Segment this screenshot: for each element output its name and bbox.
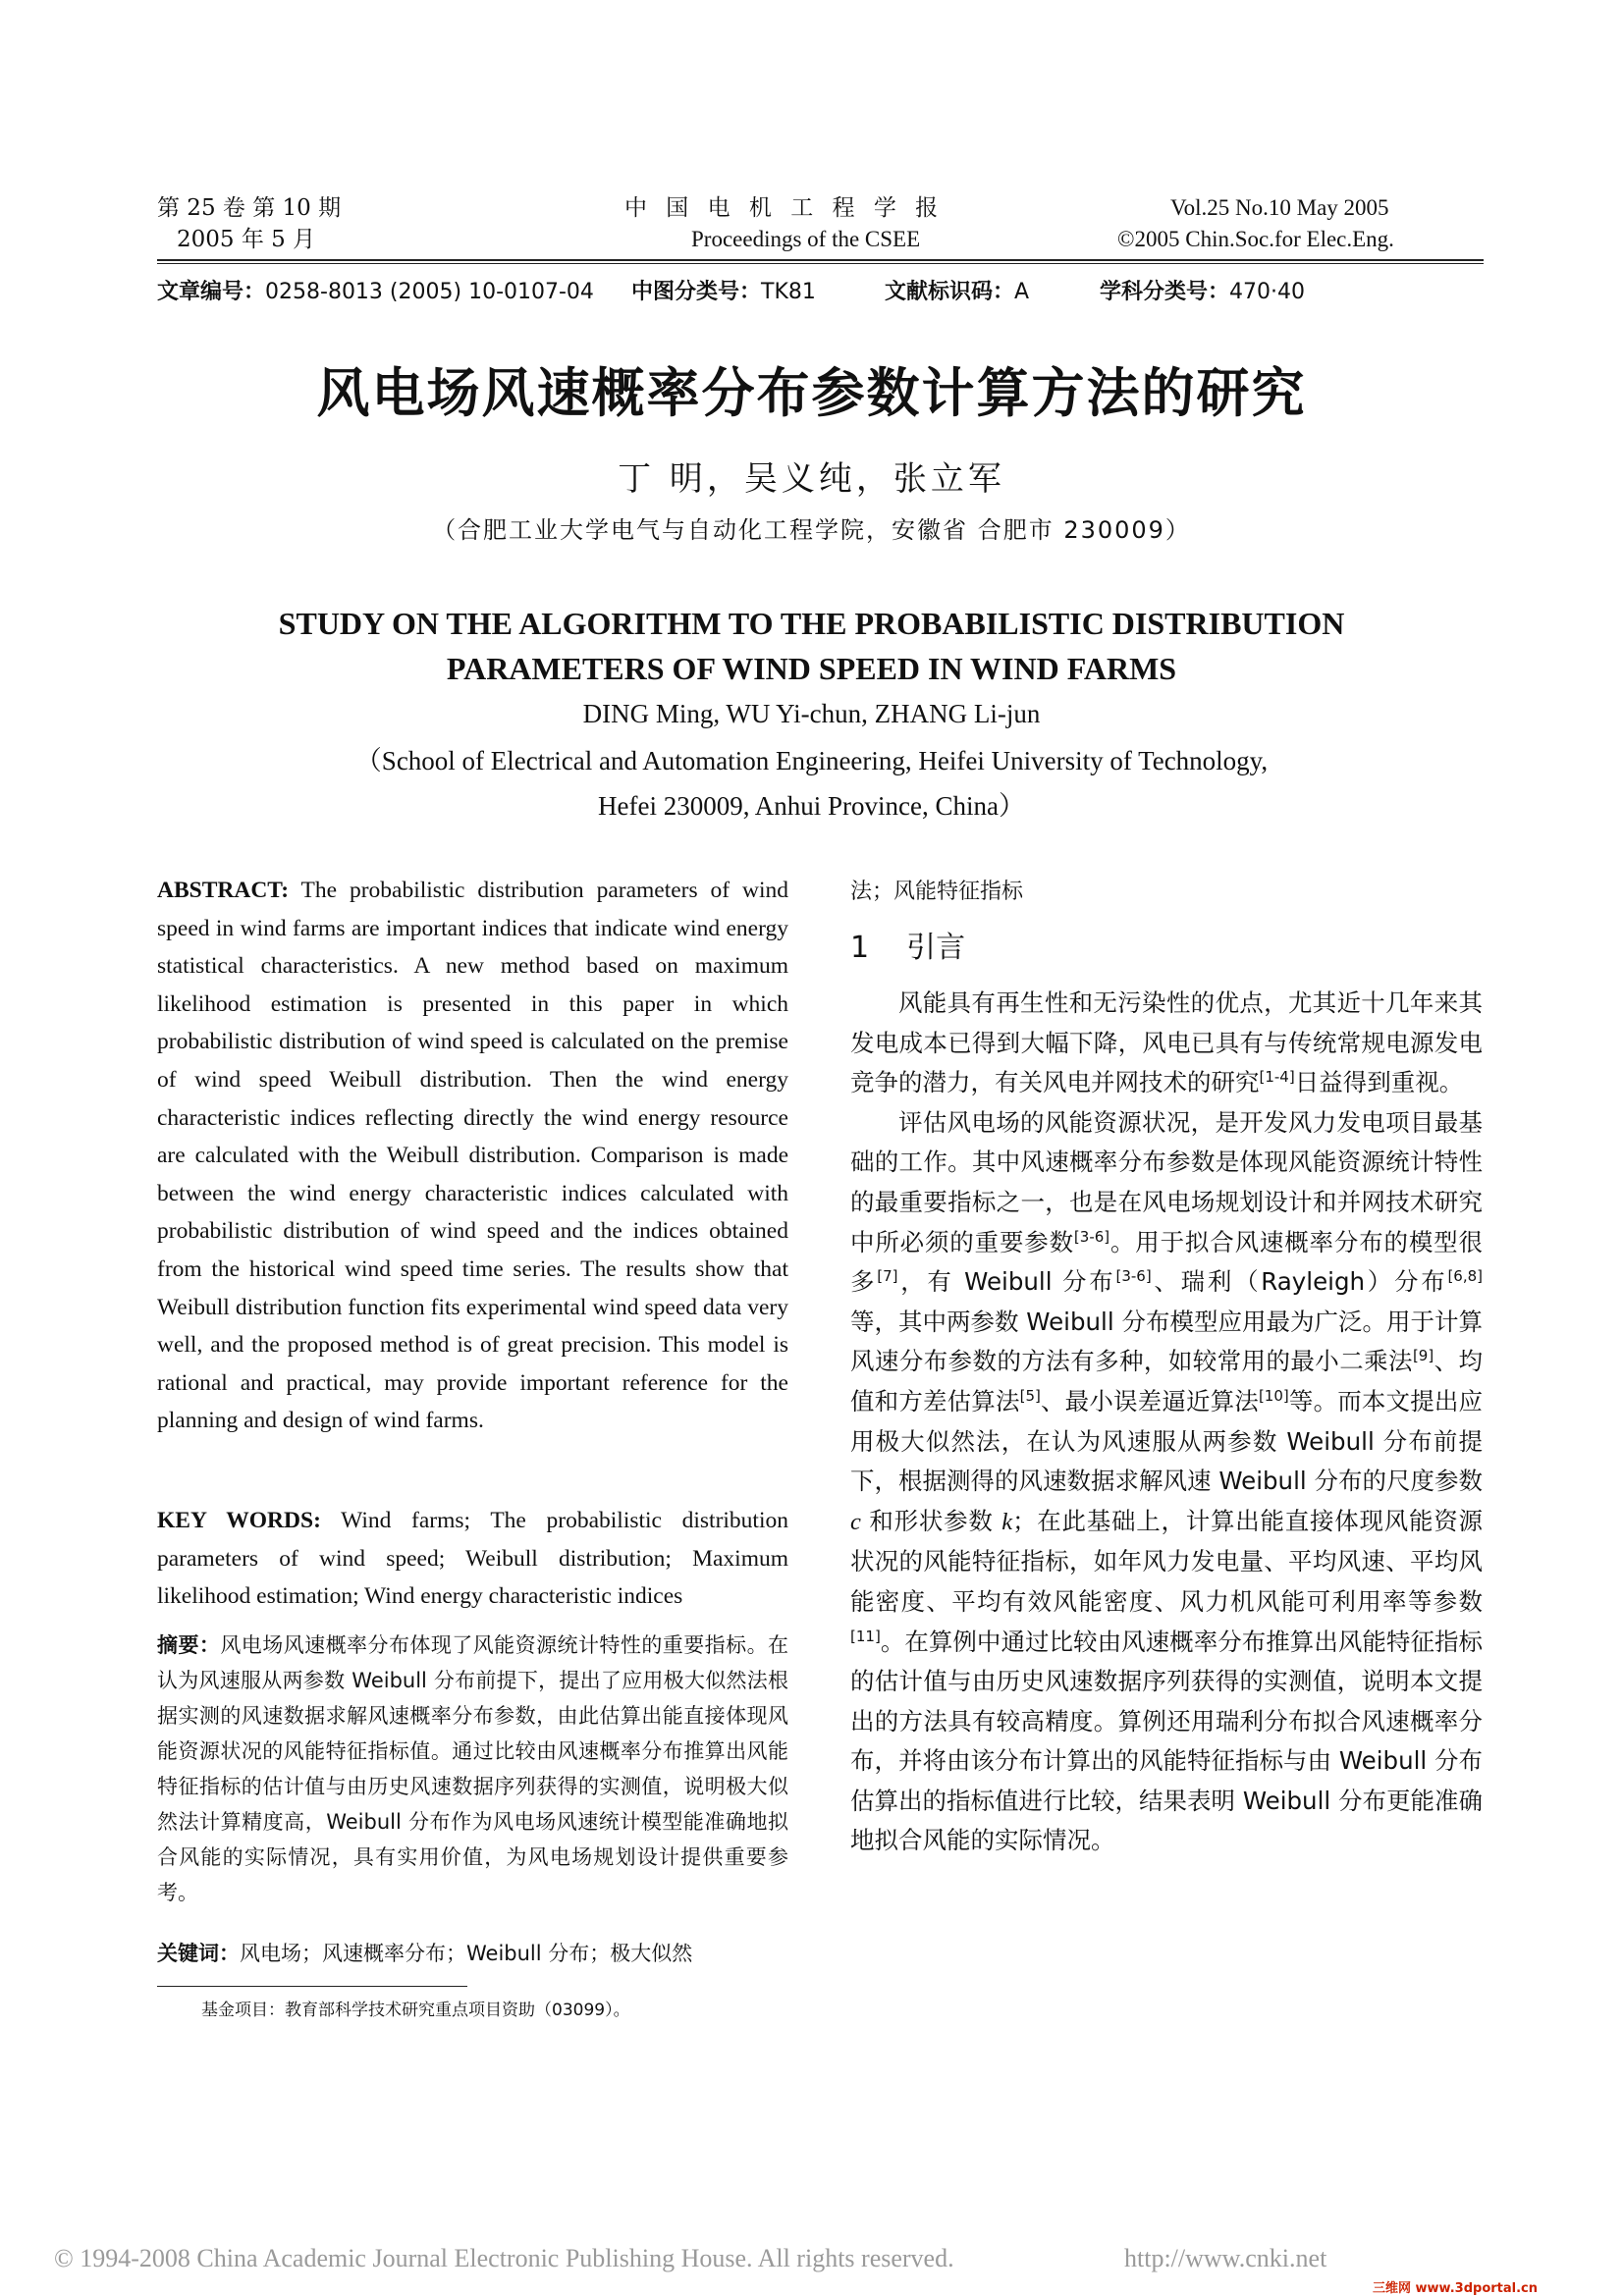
keywords-en-label: KEY WORDS:	[157, 1508, 321, 1533]
header-volume-cn: 第 25 卷 第 10 期	[157, 195, 342, 221]
document-code: 文献标识码：A	[885, 280, 1030, 304]
article-number: 文章编号：0258-8013 (2005) 10-0107-04	[157, 280, 594, 304]
footnote-rule	[157, 1986, 467, 1987]
keywords-en-text: Wind farms; The probabilistic distribution parameters of wind speed; Weibull distribution; Maximum likelihood estimation; Wind energy characteristic indices	[157, 1508, 788, 1610]
page-title-en-line2: PARAMETERS OF WIND SPEED IN WIND FARMS	[446, 651, 1177, 686]
keywords-cn-text: 风电场；风速概率分布；Weibull 分布；极大似然	[240, 1942, 693, 1965]
page-title-en-line1: STUDY ON THE ALGORITHM TO THE PROBABILISTIC DISTRIBUTION	[278, 606, 1345, 641]
subject-code: 学科分类号：470·40	[1100, 280, 1305, 304]
authors-cn: 丁 明，吴义纯，张立军	[618, 459, 1005, 499]
clc-number: 中图分类号：TK81	[631, 280, 816, 304]
abstract-cn-text: 风电场风速概率分布体现了风能资源统计特性的重要指标。在认为风速服从两参数 Weibull 分布前提下，提出了应用极大似然法根据实测的风速数据求解风速概率分布参数，由此估算出能直接体现风能资源状况的风能特征指标值。通过比较由风速概率分布推算出风能特征指标的估计值与由历史风速数据序列获得的实测值，说明极大似然法计算精度高，Weibull 分布作为风电场风速统计模型能准确地拟合风能的实际情况，具有实用价值，为风电场规划设计提供重要参考。	[157, 1633, 789, 1904]
section-title: 引言	[906, 931, 966, 965]
section-heading	[850, 923, 965, 966]
abstract-en-label: ABSTRACT:	[157, 878, 290, 903]
abstract-en-text: The probabilistic distribution parameters of wind speed in wind farms are important indices that indicate wind energy statistical characteristics. A new method based on maximum likelihood estimation is presented in this paper in which probabilistic distribution of wind speed is calculated on the premise of wind speed Weibull distribution. Then the wind energy characteristic indices reflecting directly the wind energy resource are calculated with the Weibull distribution. Comparison is made between the wind energy characteristic indices calculated with probabilistic distribution of wind speed and the indices obtained from the historical wind speed time series. The results show that Weibull distribution function fits experimental wind speed data very well, and the proposed method is of great precision. This model is rational and practical, may provide important reference for the planning and design of wind farms.	[157, 878, 788, 1434]
section-number: 1	[850, 931, 870, 965]
keywords-en	[157, 1502, 788, 1616]
page-title-cn: 风电场风速概率分布参数计算方法的研究	[316, 362, 1307, 424]
header-copyright: ©2005 Chin.Soc.for Elec.Eng.	[1117, 227, 1394, 251]
affiliation-en-line1: （School of Electrical and Automation Engineering, Heifei University of Technology,	[354, 746, 1269, 775]
keywords-cn	[157, 1936, 788, 1971]
intro-paragraph-2: 评估风电场的风能资源状况，是开发风力发电项目最基础的工作。其中风速概率分布参数是体现风能资源统计特性的最重要指标之一，也是在风电场规划设计和并网技术研究中所必须的重要参数[3-6]。用于拟合风速概率分布的模型很多[7]，有 Weibull 分布[3-6]、瑞利（Rayleigh）分布[6,8]等，其中两参数 Weibull 分布模型应用最为广泛。用于计算风速分布参数的方法有多种，如较常用的最小二乘法[9]、均值和方差估算法[5]、最小误差逼近算法[10]等。而本文提出应用极大似然法，在认为风速服从两参数 Weibull 分布前提下，根据测得的风速数据求解风速 Weibull 分布的尺度参数 c 和形状参数 k；在此基础上，计算出能直接体现风能资源状况的风能特征指标，如年风力发电量、平均风速、平均风能密度、平均有效风能密度、风力机风能可利用率等参数[11]。在算例中通过比较由风速概率分布推算出风能特征指标的估计值与由历史风速数据序列获得的实测值，说明本文提出的方法具有较高精度。算例还用瑞利分布拟合风速概率分布，并将由该分布计算出的风能特征指标与由 Weibull 分布估算出的指标值进行比较，结果表明 Weibull 分布更能准确地拟合风能的实际情况。	[850, 1107, 1484, 1855]
authors-en: DING Ming, WU Yi-chun, ZHANG Li-jun	[582, 699, 1041, 728]
affiliation-cn: （合肥工业大学电气与自动化工程学院，安徽省 合肥市 230009）	[432, 516, 1191, 544]
header-rule-top	[157, 259, 1484, 261]
abstract-cn-label: 摘要：	[157, 1633, 221, 1657]
intro-paragraph-1: 风能具有再生性和无污染性的优点，尤其近十几年来其发电成本已得到大幅下降，风电已具有与传统常规电源发电竞争的潜力，有关风电并网技术的研究[1-4]日益得到重视。	[850, 988, 1483, 1097]
intro-body	[850, 984, 1483, 1861]
keywords-cn-label: 关键词：	[157, 1942, 240, 1965]
abstract-en	[157, 872, 788, 1440]
header-date-cn: 2005 年 5 月	[177, 227, 316, 252]
footer-copyright: © 1994-2008 China Academic Journal Electronic Publishing House. All rights reserved.	[54, 2244, 954, 2272]
header-rule-bottom	[157, 263, 1484, 264]
header-journal-en: Proceedings of the CSEE	[691, 227, 921, 251]
header-journal-cn: 中 国 电 机 工 程 学 报	[624, 195, 945, 221]
affiliation-en-line2: Hefei 230009, Anhui Province, China）	[598, 791, 1025, 821]
keywords-cn-continued: 法；风能特征指标	[850, 880, 1024, 904]
header-volume-en: Vol.25 No.10 May 2005	[1170, 195, 1389, 220]
footer-url[interactable]: http://www.cnki.net	[1124, 2244, 1327, 2272]
fund-note: 基金项目：教育部科学技术研究重点项目资助（03099）。	[201, 2001, 630, 2020]
watermark: 三维网 www.3dportal.cn	[1373, 2281, 1539, 2296]
abstract-cn	[157, 1628, 788, 1910]
